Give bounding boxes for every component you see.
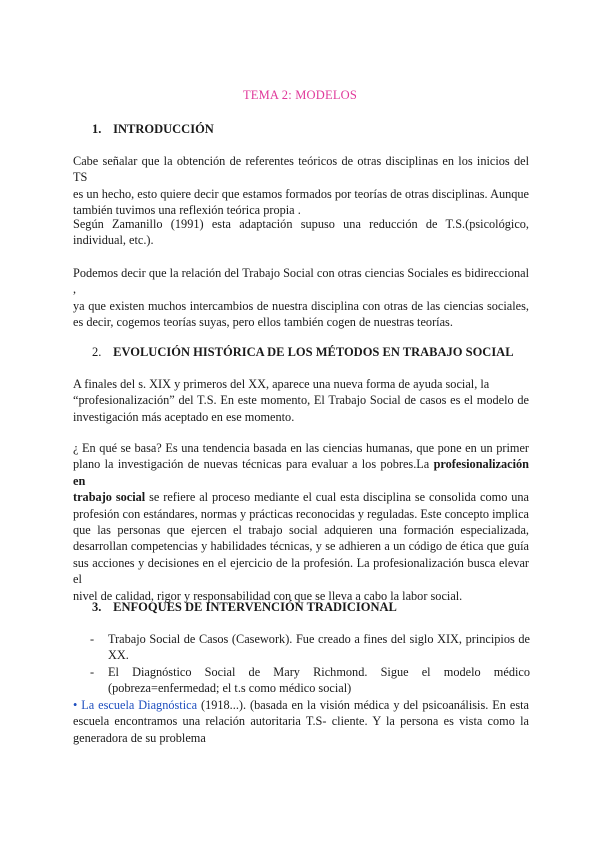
text-line: escuela encontramos una relación autoritaria T.S- cliente. Y la persona es vista como la (73, 714, 529, 729)
text-line: nivel de calidad, rigor y responsabilidad con que se lleva a cabo la labor social. (73, 588, 463, 603)
text-line: “profesionalización” del T.S. En este momento, El Trabajo Social de casos es el modelo de (73, 393, 529, 408)
text-line: es decir, cogemos teorías suyas, pero ellos también cogen de nuestras teorías. (73, 315, 453, 330)
text-line: El Diagnóstico Social de Mary Richmond. Sigue el modelo médico (108, 665, 530, 679)
section-3-number: 3. (92, 600, 102, 614)
document-title: TEMA 2: MODELOS (242, 88, 358, 102)
text-segment: plano la investigación de nuevas técnicas para evaluar a los pobres.La (73, 457, 434, 472)
section-2-heading (92, 345, 514, 360)
text-line: que las personas que ejercen el trabajo social adquieren una formación especializada, (73, 523, 529, 538)
text-line: individual, etc.). (73, 233, 154, 248)
text-line: Trabajo Social de Casos (Casework). Fue creado a fines del siglo XIX, principios de (108, 632, 530, 646)
bold-term: profesionalización en (73, 457, 529, 488)
text-line: también tuvimos una reflexión teórica propia . (73, 203, 301, 218)
text-segment: (1918...). (basada en la visión médica y del psicoanálisis. En esta (197, 698, 529, 712)
text-line: Según Zamanillo (1991) esta adaptación supuso una reducción de T.S.(psicológico, (73, 217, 529, 231)
section-3-heading (92, 600, 397, 615)
text-line: ya que existen muchos intercambios de nuestra disciplina con otras de las ciencias sociales, (73, 298, 529, 313)
escuela-diagnostica-link[interactable]: • La escuela Diagnóstica (73, 698, 198, 712)
section-2-paragraph-1 (73, 376, 529, 425)
section-1-paragraph-1 (73, 153, 529, 219)
text-line: Cabe señalar que la obtención de referentes teóricos de otras disciplinas en los inicios del TS (73, 154, 529, 185)
text-line: A finales del s. XIX y primeros del XX, aparece una nueva forma de ayuda social, la (73, 377, 490, 391)
section-3-title: ENFOQUES DE INTERVENCIÓN TRADICIONAL (113, 600, 397, 614)
section-3-bullet-paragraph (73, 697, 529, 746)
text-segment: se refiere al proceso mediante el cual esta disciplina se consolida como una (145, 490, 529, 505)
text-line: profesión con estándares, normas y prácticas reconocidas y reguladas. Este concepto implica (73, 506, 529, 521)
text-line (73, 456, 529, 489)
text-line (73, 489, 529, 505)
section-2-title: EVOLUCIÓN HISTÓRICA DE LOS MÉTODOS EN TRABAJO SOCIAL (113, 345, 514, 359)
text-line: (pobreza=enfermedad; el t.s como médico social) (108, 681, 352, 696)
section-2-paragraph-2 (73, 440, 529, 604)
section-1-paragraph-2 (73, 216, 529, 249)
text-line: es un hecho, esto quiere decir que estamos formados por teorías de otras disciplinas. Aunque (73, 186, 529, 201)
text-line: desarrollan competencias y habilidades técnicas, y se adhieren a un código de ética que guía (73, 539, 529, 554)
section-1-heading (92, 122, 214, 137)
text-line: Podemos decir que la relación del Trabajo Social con otras ciencias Sociales es bidireccional , (73, 266, 529, 297)
section-1-paragraph-3 (73, 265, 529, 331)
text-line: investigación más aceptado en ese momento. (73, 409, 295, 424)
text-line (73, 697, 529, 713)
dash-marker: - (90, 665, 95, 679)
dash-marker: - (90, 632, 95, 646)
bold-term: trabajo social (73, 490, 146, 505)
text-line: XX. (108, 648, 129, 663)
text-line: ¿ En qué se basa? Es una tendencia basada en las ciencias humanas, que pone en un primer (73, 441, 529, 455)
text-line: generadora de su problema (73, 730, 206, 745)
section-1-title: INTRODUCCIÓN (113, 122, 214, 136)
text-line: sus acciones y decisiones en el ejercicio de la profesión. La profesionalización busca elevar el (73, 555, 529, 587)
section-1-number: 1. (92, 122, 102, 136)
section-2-number: 2. (92, 345, 102, 359)
